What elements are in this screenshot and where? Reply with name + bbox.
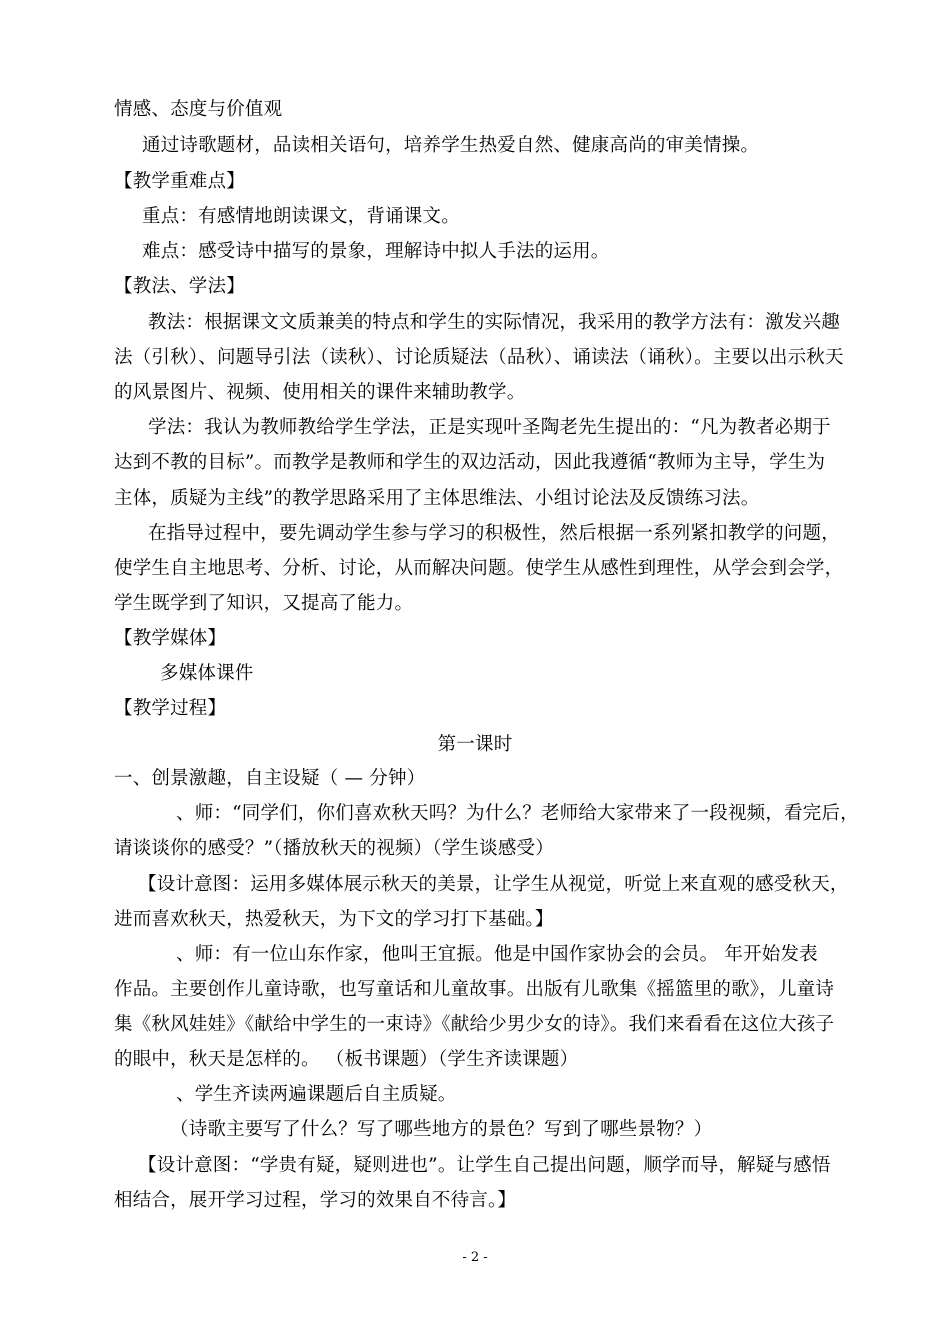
subheading-emotion-attitude: 情感、态度与价值观 — [114, 99, 283, 120]
section-heading-key-points: 【教学重难点】 — [114, 171, 245, 192]
paragraph-line: （诗歌主要写了什么？写了哪些地方的景色？写到了哪些景物？） — [170, 1119, 713, 1140]
page-number: - 2 - — [462, 1250, 488, 1265]
paragraph-line: 请谈谈你的感受？”（播放秋天的视频）（学生谈感受） — [114, 838, 554, 859]
paragraph-line: 集《秋风娃娃》《献给中学生的一束诗》《献给少男少女的诗》。我们来看看在这位大孩子 — [114, 1014, 835, 1035]
design-intent-line: 进而喜欢秋天，热爱秋天，为下文的学习打下基础。】 — [114, 909, 554, 930]
section-heading-media: 【教学媒体】 — [114, 628, 227, 649]
paragraph-line: 的风景图片、视频、使用相关的课件来辅助教学。 — [114, 382, 526, 403]
paragraph-line: 的眼中，秋天是怎样的。 （板书课题）（学生齐读课题） — [114, 1049, 579, 1070]
paragraph-line: 难点：感受诗中描写的景象，理解诗中拟人手法的运用。 — [142, 241, 610, 262]
paragraph-line: 主体，质疑为主线”的教学思路采用了主体思维法、小组讨论法及反馈练习法。 — [114, 488, 760, 509]
paragraph-line: 、学生齐读两遍课题后自主质疑。 — [176, 1084, 457, 1105]
paragraph-line: 多媒体课件 — [160, 663, 254, 684]
design-intent-line: 【设计意图：“学贵有疑，疑则进也”。让学生自己提出问题，顺学而导，解疑与感悟 — [138, 1155, 831, 1176]
step-heading: 一、创景激趣，自主设疑（ — 分钟） — [114, 768, 426, 789]
design-intent-line: 相结合，展开学习过程，学习的效果自不待言。】 — [114, 1190, 517, 1211]
paragraph-line: 在指导过程中，要先调动学生参与学习的积极性，然后根据一系列紧扣教学的问题， — [148, 523, 840, 544]
paragraph-line: 重点：有感情地朗读课文，背诵课文。 — [142, 206, 460, 227]
section-heading-methods: 【教法、学法】 — [114, 276, 245, 297]
paragraph-line: 达到不教的目标”。而教学是教师和学生的双边活动，因此我遵循“教师为主导，学生为 — [114, 452, 826, 473]
paragraph-line: 使学生自主地思考、分析、讨论，从而解决问题。使学生从感性到理性，从学会到会学， — [114, 558, 844, 579]
paragraph-line: 法（引秋）、问题导引法（读秋）、讨论质疑法（品秋）、诵读法（诵秋）。主要以出示秋天 — [114, 347, 844, 368]
paragraph-line: 学法：我认为教师教给学生学法，正是实现叶圣陶老先生提出的：“凡为教者必期于 — [148, 417, 831, 438]
paragraph-line: 作品。主要创作儿童诗歌，也写童话和儿童故事。出版有儿歌集《摇篮里的歌》，儿童诗 — [114, 979, 835, 1000]
paragraph-line: 通过诗歌题材，品读相关语句，培养学生热爱自然、健康高尚的审美情操。 — [142, 135, 760, 156]
section-heading-process: 【教学过程】 — [114, 698, 227, 719]
lesson-title: 第一课时 — [437, 734, 513, 755]
paragraph-line: 、师：“同学们，你们喜欢秋天吗？为什么？老师给大家带来了一段视频，看完后， — [176, 803, 859, 824]
paragraph-line: 教法：根据课文文质兼美的特点和学生的实际情况，我采用的教学方法有：激发兴趣 — [148, 312, 840, 333]
paragraph-line: 、师：有一位山东作家，他叫王宜振。他是中国作家协会的会员。 年开始发表 — [176, 944, 818, 965]
paragraph-line: 学生既学到了知识，又提高了能力。 — [114, 593, 414, 614]
design-intent-line: 【设计意图：运用多媒体展示秋天的美景，让学生从视觉，听觉上来直观的感受秋天， — [138, 874, 849, 895]
